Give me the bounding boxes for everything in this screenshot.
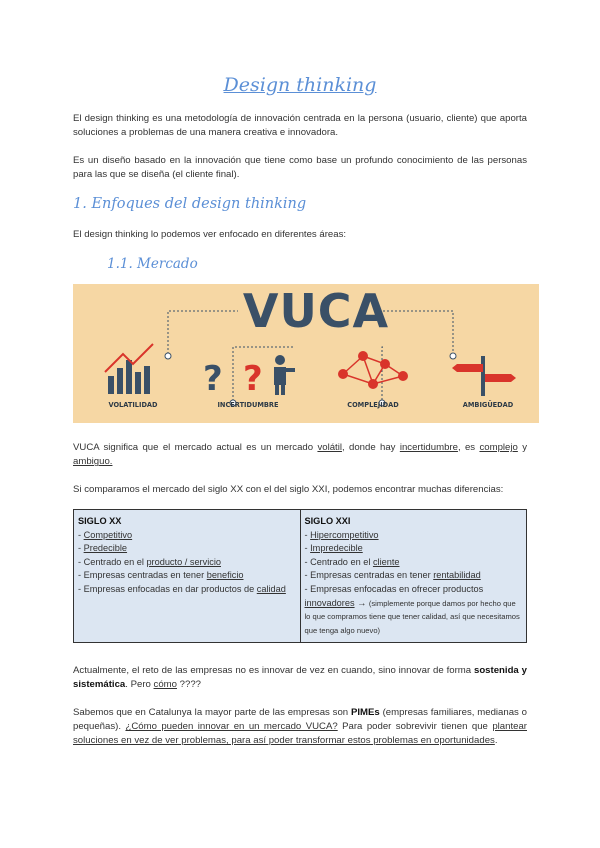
column-siglo-xx <box>74 510 301 643</box>
pimes-paragraph: Sabemos que en Catalunya la mayor parte de las empresas son PIMEs (empresas familiares, medianas o pequeñas). ¿Cómo pueden innovar en un mercado VUCA? Para poder sobrevivir tienen que plantear soluciones en vez de ver problemas, para así poder transformar estos problemas en oportunidades. <box>73 707 527 747</box>
section-heading-1-1: 1.1. Mercado <box>107 256 198 272</box>
text: , es <box>457 442 480 453</box>
term-ambiguo: ambiguo. <box>73 456 113 468</box>
svg-text:?: ? <box>243 359 263 399</box>
vuca-illustration <box>73 284 539 423</box>
label-ambiguedad: AMBIGÜEDAD <box>462 401 514 409</box>
intro-paragraph-2: Es un diseño basado en la innovación que tiene como base un profundo conocimiento de las personas para las que se diseña (el cliente final). <box>73 155 527 181</box>
list-item: - Predecible <box>78 543 128 554</box>
list-item: - Competitivo <box>78 529 133 540</box>
reto-paragraph: Actualmente, el reto de las empresas no es innovar de vez en cuando, sino innovar de forma sostenida y sistemática. Pero cómo ???? <box>73 665 527 691</box>
text: VUCA significa que el mercado actual es un mercado <box>73 442 318 453</box>
list-item: - Impredecible <box>304 543 363 554</box>
text: , donde hay <box>341 442 400 453</box>
list-item: - Centrado en el producto / servicio <box>78 556 221 567</box>
list-item: - Empresas enfocadas en dar productos de calidad <box>78 583 286 594</box>
label-incertidumbre: INCERTIDUMBRE <box>217 401 279 409</box>
list-item: - Hipercompetitivo <box>304 529 379 540</box>
column-siglo-xxi <box>300 510 527 643</box>
list-item: - Empresas centradas en tener beneficio <box>78 570 244 581</box>
intro-paragraph-1: El design thinking es una metodología de innovación centrada en la persona (usuario, cliente) que aporta soluciones a problemas de una manera creativa e innovadora. <box>73 113 527 139</box>
list-item: - Centrado en el cliente <box>304 556 400 567</box>
column-header: SIGLO XXI <box>304 516 351 526</box>
label-complejidad: COMPLEJIDAD <box>347 401 399 409</box>
document-title: Design thinking <box>223 74 377 96</box>
section-1-text: El design thinking lo podemos ver enfocado en diferentes áreas: <box>73 229 347 240</box>
text: y <box>517 442 528 453</box>
comparison-table <box>73 509 527 643</box>
label-volatilidad: VOLATILIDAD <box>108 401 158 409</box>
note: (simplemente porque damos por hecho que lo que compramos tiene que tener calidad, así que necesitamos que tenga algo nuevo) <box>304 598 520 635</box>
svg-text:?: ? <box>203 359 223 399</box>
column-header: SIGLO XX <box>78 516 122 526</box>
list-item: - Empresas enfocadas en ofrecer productos innovadores → (simplemente porque damos por hecho que lo que compramos tiene que tener calidad, así que necesitamos que tenga algo nuevo) <box>304 583 520 635</box>
list-item: - Empresas centradas en tener rentabilidad <box>304 570 481 581</box>
term-incertidumbre: incertidumbre <box>399 442 458 453</box>
term-volatil: volátil <box>317 442 342 453</box>
vuca-word: VUCA <box>242 284 390 338</box>
compare-paragraph: Si comparamos el mercado del siglo XX con el del siglo XXI, podemos encontrar muchas diferencias: <box>73 484 504 495</box>
term-complejo: complejo <box>479 442 518 453</box>
vuca-paragraph <box>73 441 527 469</box>
section-heading-1: 1. Enfoques del design thinking <box>73 196 307 212</box>
